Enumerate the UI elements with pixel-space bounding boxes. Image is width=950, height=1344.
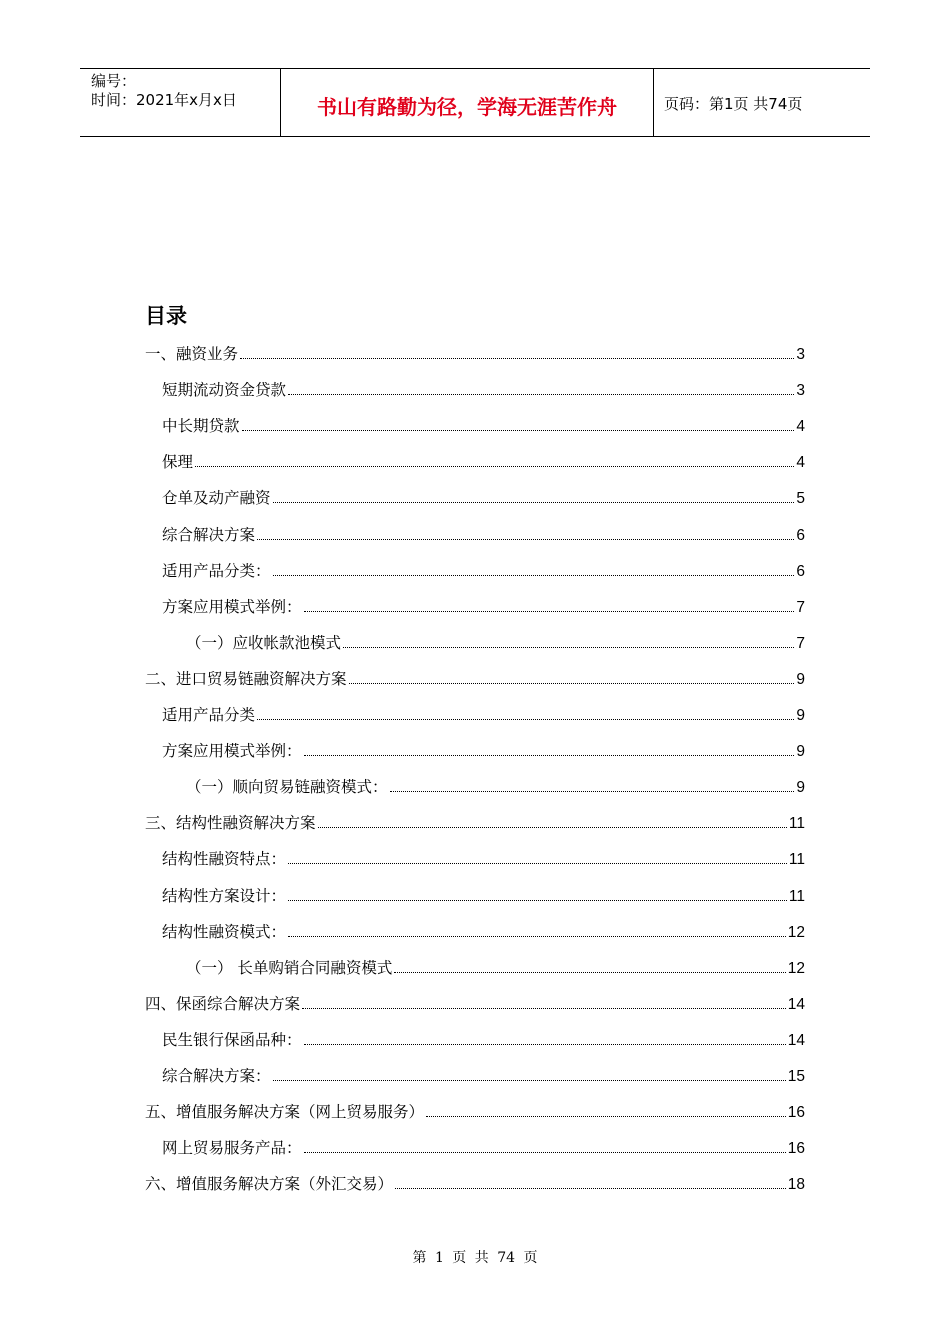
toc-entry-page: 15: [787, 1068, 805, 1085]
toc-dot-leader: [390, 791, 795, 792]
toc-dot-leader: [273, 1080, 786, 1081]
toc-entry[interactable]: [162, 484, 805, 508]
toc-entry-page: 11: [788, 815, 805, 833]
page-header: [80, 68, 870, 137]
toc-dot-leader: [304, 1152, 786, 1153]
toc-dot-leader: [288, 863, 787, 864]
toc-entry-label: 五、增值服务解决方案（网上贸易服务）: [145, 1103, 425, 1122]
toc-entry-label: 六、增值服务解决方案（外汇交易）: [145, 1175, 394, 1194]
toc-entry-page: 7: [796, 598, 805, 616]
toc-dot-leader: [304, 1044, 786, 1045]
toc-entry-page: 6: [796, 526, 805, 544]
toc-entry[interactable]: [186, 773, 805, 797]
toc-entry-label: 综合解决方案: [162, 525, 256, 544]
toc-entry-page: 7: [796, 634, 805, 652]
toc-entry-page: 4: [796, 418, 805, 436]
toc-entry-page: 9: [796, 707, 805, 724]
toc-dot-leader: [302, 1008, 786, 1009]
toc-entry-label: 方案应用模式举例：: [162, 597, 302, 616]
toc-entry-label: 适用产品分类: [162, 706, 256, 724]
number-label: 编号：: [91, 72, 137, 90]
toc-entry[interactable]: [162, 918, 805, 942]
toc-entry-page: 5: [796, 490, 805, 508]
header-motto-cell: [281, 69, 654, 136]
toc-entry[interactable]: [162, 1062, 805, 1086]
toc-entry-label: 民生银行保函品种：: [162, 1030, 302, 1049]
toc-entry-page: 12: [787, 959, 805, 977]
toc-dot-leader: [288, 900, 787, 901]
toc-entry-page: 9: [796, 743, 805, 761]
toc-entry-page: 9: [796, 670, 805, 688]
toc-entry-label: 中长期贷款: [162, 417, 240, 436]
toc-dot-leader: [257, 539, 794, 540]
toc-entry-page: 3: [796, 346, 805, 363]
toc-entry-label: 短期流动资金贷款: [162, 381, 287, 400]
toc-entry[interactable]: [145, 665, 805, 689]
header-motto: 书山有路勤为径，学海无涯苦作舟: [317, 95, 617, 119]
header-page-info: 页码：第1页 共74页: [664, 95, 803, 113]
toc-entry[interactable]: [162, 882, 805, 906]
toc-entry-label: （一）应收帐款池模式: [186, 633, 342, 652]
toc-entry[interactable]: [145, 1170, 805, 1194]
toc-entry[interactable]: [162, 737, 805, 761]
toc-entry-label: 保理: [162, 453, 194, 472]
toc-entry-label: 四、保函综合解决方案: [145, 994, 301, 1013]
toc-entry-label: 三、结构性融资解决方案: [145, 814, 316, 833]
toc-entry[interactable]: [162, 521, 805, 545]
toc-dot-leader: [426, 1116, 786, 1117]
toc-entry[interactable]: [145, 809, 805, 833]
toc-entry-page: 4: [796, 454, 805, 472]
toc-dot-leader: [288, 936, 786, 937]
toc-entry[interactable]: [145, 990, 805, 1014]
toc-entry-page: 11: [788, 851, 805, 869]
page-footer: 第 1 页 共 74 页: [412, 1250, 538, 1266]
toc-entry[interactable]: [162, 448, 805, 472]
toc-entry-label: 二、进口贸易链融资解决方案: [145, 669, 347, 688]
toc-entry[interactable]: [145, 340, 805, 364]
toc-entry-page: 12: [787, 923, 805, 941]
toc-entry-page: 6: [796, 562, 805, 580]
header-meta-cell: [80, 69, 281, 136]
toc-entry-page: 9: [796, 779, 805, 797]
toc-entry-label: （一） 长单购销合同融资模式: [186, 958, 393, 977]
toc-entry-label: 结构性方案设计：: [162, 886, 287, 905]
toc-dot-leader: [318, 827, 787, 828]
toc-dot-leader: [343, 647, 794, 648]
toc-dot-leader: [394, 972, 785, 973]
toc-entry[interactable]: [162, 701, 805, 725]
toc-dot-leader: [304, 611, 795, 612]
toc-dot-leader: [240, 358, 794, 359]
toc-entry-label: 适用产品分类：: [162, 561, 271, 580]
toc-entry[interactable]: [162, 1026, 805, 1050]
toc-entry-label: 一、融资业务: [145, 345, 239, 363]
toc-entry-page: 18: [787, 1176, 805, 1194]
toc-entry[interactable]: [186, 954, 805, 978]
header-page-cell: [654, 69, 870, 136]
toc-entry[interactable]: [162, 376, 805, 400]
toc-dot-leader: [242, 430, 795, 431]
toc-entry[interactable]: [162, 593, 805, 617]
toc-entry-page: 16: [787, 1140, 805, 1158]
toc-dot-leader: [349, 683, 795, 684]
toc-entry-label: 结构性融资特点：: [162, 850, 287, 869]
toc-dot-leader: [257, 719, 794, 720]
toc-entry[interactable]: [162, 412, 805, 436]
toc-dot-leader: [273, 502, 795, 503]
toc-entry-page: 16: [787, 1104, 805, 1122]
toc-dot-leader: [288, 394, 794, 395]
toc-entry[interactable]: [162, 845, 805, 869]
toc-dot-leader: [273, 575, 795, 576]
toc-entry-page: 14: [787, 1031, 805, 1049]
toc-dot-leader: [395, 1188, 786, 1189]
toc-entry-page: 14: [787, 995, 805, 1013]
toc-dot-leader: [195, 466, 794, 467]
toc-entry-label: 结构性融资模式：: [162, 922, 287, 941]
toc-entry[interactable]: [162, 1134, 805, 1158]
toc-entry[interactable]: [162, 557, 805, 581]
toc-entry-label: 方案应用模式举例：: [162, 742, 302, 761]
toc-entry-page: 3: [796, 382, 805, 400]
time-label: 时间：2021年x月x日: [91, 91, 237, 109]
toc-entry-label: 综合解决方案：: [162, 1067, 271, 1085]
toc-title: 目录: [145, 304, 187, 328]
toc-entry[interactable]: [186, 629, 805, 653]
toc-entry[interactable]: [145, 1098, 805, 1122]
toc-dot-leader: [304, 755, 795, 756]
toc-entry-page: 11: [788, 887, 805, 905]
toc-entry-label: 仓单及动产融资: [162, 489, 271, 508]
toc-entry-label: （一）顺向贸易链融资模式：: [186, 778, 388, 797]
toc-entry-label: 网上贸易服务产品：: [162, 1139, 302, 1158]
